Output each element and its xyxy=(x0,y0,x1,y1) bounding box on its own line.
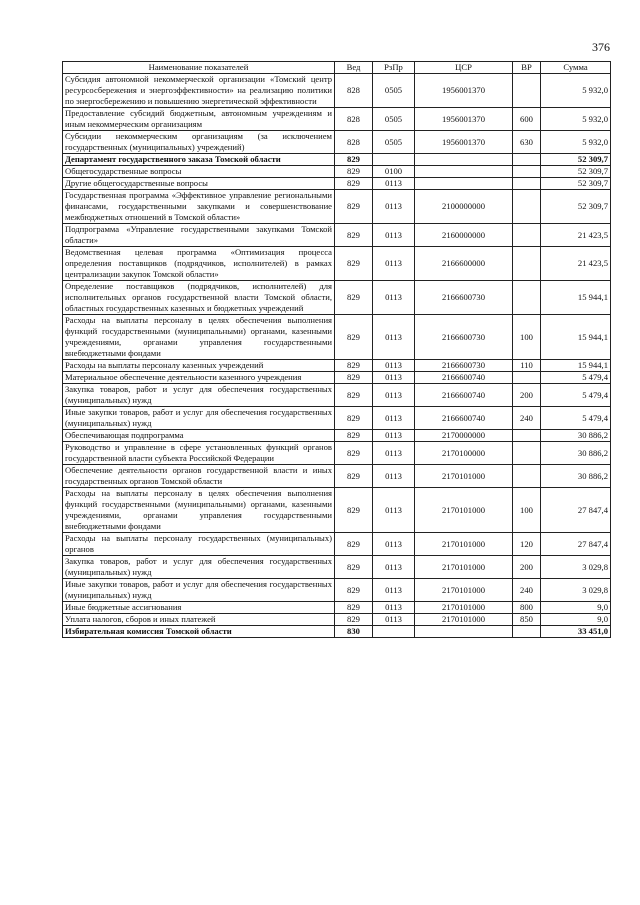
table-row xyxy=(63,281,611,315)
table-row xyxy=(63,556,611,579)
cell-ved: 828 xyxy=(335,131,373,154)
cell-ved: 829 xyxy=(335,247,373,281)
table-row xyxy=(63,465,611,488)
cell-name: Расходы на выплаты персоналу казенных учреждений xyxy=(63,360,335,372)
cell-csr: 2170101000 xyxy=(415,579,513,602)
cell-vr: 630 xyxy=(513,131,541,154)
cell-name: Уплата налогов, сборов и иных платежей xyxy=(63,614,335,626)
cell-rzpr: 0113 xyxy=(373,602,415,614)
cell-vr: 600 xyxy=(513,108,541,131)
cell-vr xyxy=(513,430,541,442)
table-row xyxy=(63,190,611,224)
cell-csr xyxy=(415,178,513,190)
cell-name: Закупка товаров, работ и услуг для обеспечения государственных (муниципальных) нужд xyxy=(63,556,335,579)
header-sum: Сумма xyxy=(541,62,611,74)
cell-vr: 200 xyxy=(513,556,541,579)
cell-sum: 3 029,8 xyxy=(541,556,611,579)
cell-ved: 829 xyxy=(335,360,373,372)
cell-vr xyxy=(513,372,541,384)
cell-name: Предоставление субсидий бюджетным, автономным учреждениям и иным некоммерческим организациям xyxy=(63,108,335,131)
cell-rzpr: 0505 xyxy=(373,131,415,154)
table-row xyxy=(63,488,611,533)
cell-sum: 5 479,4 xyxy=(541,372,611,384)
cell-rzpr: 0113 xyxy=(373,465,415,488)
cell-csr xyxy=(415,626,513,638)
cell-name: Департамент государственного заказа Томской области xyxy=(63,154,335,166)
cell-vr: 100 xyxy=(513,488,541,533)
cell-rzpr: 0113 xyxy=(373,442,415,465)
page-number: 376 xyxy=(592,40,610,54)
cell-name: Государственная программа «Эффективное управление региональными финансами, государственными закупками и совершенствование межбюджетных отношений в Томской области» xyxy=(63,190,335,224)
cell-rzpr: 0113 xyxy=(373,190,415,224)
cell-ved: 829 xyxy=(335,178,373,190)
cell-rzpr: 0113 xyxy=(373,281,415,315)
cell-ved: 829 xyxy=(335,315,373,360)
header-ved: Вед xyxy=(335,62,373,74)
cell-name: Расходы на выплаты персоналу государственных (муниципальных) органов xyxy=(63,533,335,556)
table-row xyxy=(63,131,611,154)
cell-ved: 828 xyxy=(335,74,373,108)
cell-name: Подпрограмма «Управление государственными закупками Томской области» xyxy=(63,224,335,247)
table-row xyxy=(63,360,611,372)
cell-rzpr: 0505 xyxy=(373,74,415,108)
cell-vr: 200 xyxy=(513,384,541,407)
cell-rzpr: 0113 xyxy=(373,372,415,384)
cell-vr xyxy=(513,247,541,281)
cell-rzpr: 0113 xyxy=(373,533,415,556)
cell-name: Субсидия автономной некоммерческой организации «Томский центр ресурсосбережения и энергоэффективности» на реализацию политики по энергосбережению и повышению энергетической эффективности xyxy=(63,74,335,108)
table-row xyxy=(63,442,611,465)
header-row xyxy=(63,62,611,74)
cell-vr xyxy=(513,626,541,638)
cell-sum: 15 944,1 xyxy=(541,360,611,372)
table-row xyxy=(63,247,611,281)
cell-csr: 1956001370 xyxy=(415,131,513,154)
cell-ved: 829 xyxy=(335,224,373,247)
table-row xyxy=(63,614,611,626)
cell-ved: 830 xyxy=(335,626,373,638)
cell-rzpr xyxy=(373,626,415,638)
header-name: Наименование показателей xyxy=(63,62,335,74)
cell-sum: 21 423,5 xyxy=(541,224,611,247)
cell-csr: 2170100000 xyxy=(415,442,513,465)
cell-vr xyxy=(513,178,541,190)
cell-vr xyxy=(513,281,541,315)
cell-csr: 2100000000 xyxy=(415,190,513,224)
table-row xyxy=(63,626,611,638)
cell-vr: 110 xyxy=(513,360,541,372)
cell-name: Общегосударственные вопросы xyxy=(63,166,335,178)
cell-sum: 52 309,7 xyxy=(541,166,611,178)
cell-csr: 2166600740 xyxy=(415,372,513,384)
cell-sum: 52 309,7 xyxy=(541,178,611,190)
cell-ved: 829 xyxy=(335,281,373,315)
cell-csr: 2170101000 xyxy=(415,533,513,556)
cell-csr: 2160000000 xyxy=(415,224,513,247)
cell-rzpr: 0113 xyxy=(373,315,415,360)
cell-name: Материальное обеспечение деятельности казенного учреждения xyxy=(63,372,335,384)
cell-sum: 27 847,4 xyxy=(541,533,611,556)
cell-vr xyxy=(513,154,541,166)
cell-csr: 2170101000 xyxy=(415,465,513,488)
table-row xyxy=(63,372,611,384)
cell-name: Иные бюджетные ассигнования xyxy=(63,602,335,614)
cell-sum: 30 886,2 xyxy=(541,465,611,488)
cell-ved: 829 xyxy=(335,442,373,465)
cell-vr: 850 xyxy=(513,614,541,626)
cell-rzpr: 0113 xyxy=(373,614,415,626)
cell-vr: 800 xyxy=(513,602,541,614)
cell-ved: 829 xyxy=(335,488,373,533)
cell-sum: 3 029,8 xyxy=(541,579,611,602)
cell-sum: 52 309,7 xyxy=(541,154,611,166)
cell-vr: 240 xyxy=(513,407,541,430)
cell-rzpr xyxy=(373,154,415,166)
cell-ved: 829 xyxy=(335,166,373,178)
cell-vr xyxy=(513,74,541,108)
cell-ved: 829 xyxy=(335,602,373,614)
cell-csr: 2170101000 xyxy=(415,488,513,533)
cell-name: Избирательная комиссия Томской области xyxy=(63,626,335,638)
cell-ved: 829 xyxy=(335,154,373,166)
cell-sum: 9,0 xyxy=(541,614,611,626)
cell-ved: 828 xyxy=(335,108,373,131)
table-row xyxy=(63,430,611,442)
cell-ved: 829 xyxy=(335,430,373,442)
cell-name: Обеспечивающая подпрограмма xyxy=(63,430,335,442)
cell-ved: 829 xyxy=(335,465,373,488)
cell-sum: 9,0 xyxy=(541,602,611,614)
cell-vr xyxy=(513,190,541,224)
cell-csr xyxy=(415,154,513,166)
table-row xyxy=(63,178,611,190)
budget-table xyxy=(62,61,611,638)
cell-ved: 829 xyxy=(335,372,373,384)
cell-rzpr: 0113 xyxy=(373,360,415,372)
table-row xyxy=(63,533,611,556)
cell-sum: 21 423,5 xyxy=(541,247,611,281)
table-body xyxy=(63,74,611,638)
cell-sum: 27 847,4 xyxy=(541,488,611,533)
cell-vr xyxy=(513,465,541,488)
cell-name: Расходы на выплаты персоналу в целях обеспечения выполнения функций государственными (муниципальными) органами, казенными учреждениями, органами управления государственными внебюджетными фондами xyxy=(63,488,335,533)
cell-csr: 2170101000 xyxy=(415,556,513,579)
cell-name: Другие общегосударственные вопросы xyxy=(63,178,335,190)
cell-name: Обеспечение деятельности органов государственной власти и иных государственных органов Томской области xyxy=(63,465,335,488)
table-row xyxy=(63,74,611,108)
cell-rzpr: 0113 xyxy=(373,384,415,407)
table-row xyxy=(63,315,611,360)
cell-name: Иные закупки товаров, работ и услуг для обеспечения государственных (муниципальных) нужд xyxy=(63,579,335,602)
cell-ved: 829 xyxy=(335,579,373,602)
table-row xyxy=(63,602,611,614)
cell-ved: 829 xyxy=(335,614,373,626)
cell-rzpr: 0113 xyxy=(373,407,415,430)
cell-csr: 1956001370 xyxy=(415,108,513,131)
cell-csr: 2166600740 xyxy=(415,384,513,407)
cell-ved: 829 xyxy=(335,384,373,407)
cell-name: Определение поставщиков (подрядчиков, исполнителей) для исполнительных органов государственной власти Томской области, областных государственных казенных и бюджетных учреждений xyxy=(63,281,335,315)
cell-ved: 829 xyxy=(335,190,373,224)
cell-vr xyxy=(513,442,541,465)
cell-ved: 829 xyxy=(335,407,373,430)
cell-rzpr: 0113 xyxy=(373,556,415,579)
header-vr: ВР xyxy=(513,62,541,74)
cell-csr: 2166600730 xyxy=(415,281,513,315)
cell-sum: 5 479,4 xyxy=(541,384,611,407)
cell-csr: 2166600000 xyxy=(415,247,513,281)
cell-vr xyxy=(513,166,541,178)
table-row xyxy=(63,166,611,178)
cell-rzpr: 0113 xyxy=(373,224,415,247)
cell-rzpr: 0113 xyxy=(373,579,415,602)
cell-rzpr: 0113 xyxy=(373,178,415,190)
table-row xyxy=(63,224,611,247)
cell-csr: 2166600730 xyxy=(415,360,513,372)
cell-sum: 5 479,4 xyxy=(541,407,611,430)
table-row xyxy=(63,384,611,407)
cell-csr: 2170000000 xyxy=(415,430,513,442)
table-row xyxy=(63,108,611,131)
cell-sum: 30 886,2 xyxy=(541,442,611,465)
cell-csr: 2170101000 xyxy=(415,602,513,614)
header-rzpr: РзПр xyxy=(373,62,415,74)
cell-csr: 1956001370 xyxy=(415,74,513,108)
cell-sum: 5 932,0 xyxy=(541,108,611,131)
cell-rzpr: 0100 xyxy=(373,166,415,178)
cell-name: Руководство и управление в сфере установленных функций органов государственной власти субъекта Российской Федерации xyxy=(63,442,335,465)
table-header xyxy=(63,62,611,74)
cell-name: Закупка товаров, работ и услуг для обеспечения государственных (муниципальных) нужд xyxy=(63,384,335,407)
table-row xyxy=(63,407,611,430)
cell-rzpr: 0113 xyxy=(373,488,415,533)
cell-vr: 240 xyxy=(513,579,541,602)
cell-name: Субсидии некоммерческим организациям (за исключением государственных (муниципальных) учреждений) xyxy=(63,131,335,154)
cell-name: Ведомственная целевая программа «Оптимизация процесса определения поставщиков (подрядчиков, исполнителей) в рамках централизации закупок Томской области» xyxy=(63,247,335,281)
cell-rzpr: 0113 xyxy=(373,247,415,281)
cell-vr: 100 xyxy=(513,315,541,360)
table-row xyxy=(63,154,611,166)
cell-csr: 2166600730 xyxy=(415,315,513,360)
header-csr: ЦСР xyxy=(415,62,513,74)
cell-csr xyxy=(415,166,513,178)
cell-csr: 2170101000 xyxy=(415,614,513,626)
cell-vr: 120 xyxy=(513,533,541,556)
table-row xyxy=(63,579,611,602)
cell-csr: 2166600740 xyxy=(415,407,513,430)
cell-sum: 15 944,1 xyxy=(541,315,611,360)
cell-sum: 5 932,0 xyxy=(541,74,611,108)
cell-vr xyxy=(513,224,541,247)
cell-name: Расходы на выплаты персоналу в целях обеспечения выполнения функций государственными (муниципальными) органами, казенными учреждениями, органами управления государственными внебюджетными фондами xyxy=(63,315,335,360)
cell-sum: 30 886,2 xyxy=(541,430,611,442)
cell-rzpr: 0505 xyxy=(373,108,415,131)
cell-rzpr: 0113 xyxy=(373,430,415,442)
cell-ved: 829 xyxy=(335,533,373,556)
cell-sum: 5 932,0 xyxy=(541,131,611,154)
cell-ved: 829 xyxy=(335,556,373,579)
cell-sum: 15 944,1 xyxy=(541,281,611,315)
cell-sum: 33 451,0 xyxy=(541,626,611,638)
cell-name: Иные закупки товаров, работ и услуг для обеспечения государственных (муниципальных) нужд xyxy=(63,407,335,430)
cell-sum: 52 309,7 xyxy=(541,190,611,224)
